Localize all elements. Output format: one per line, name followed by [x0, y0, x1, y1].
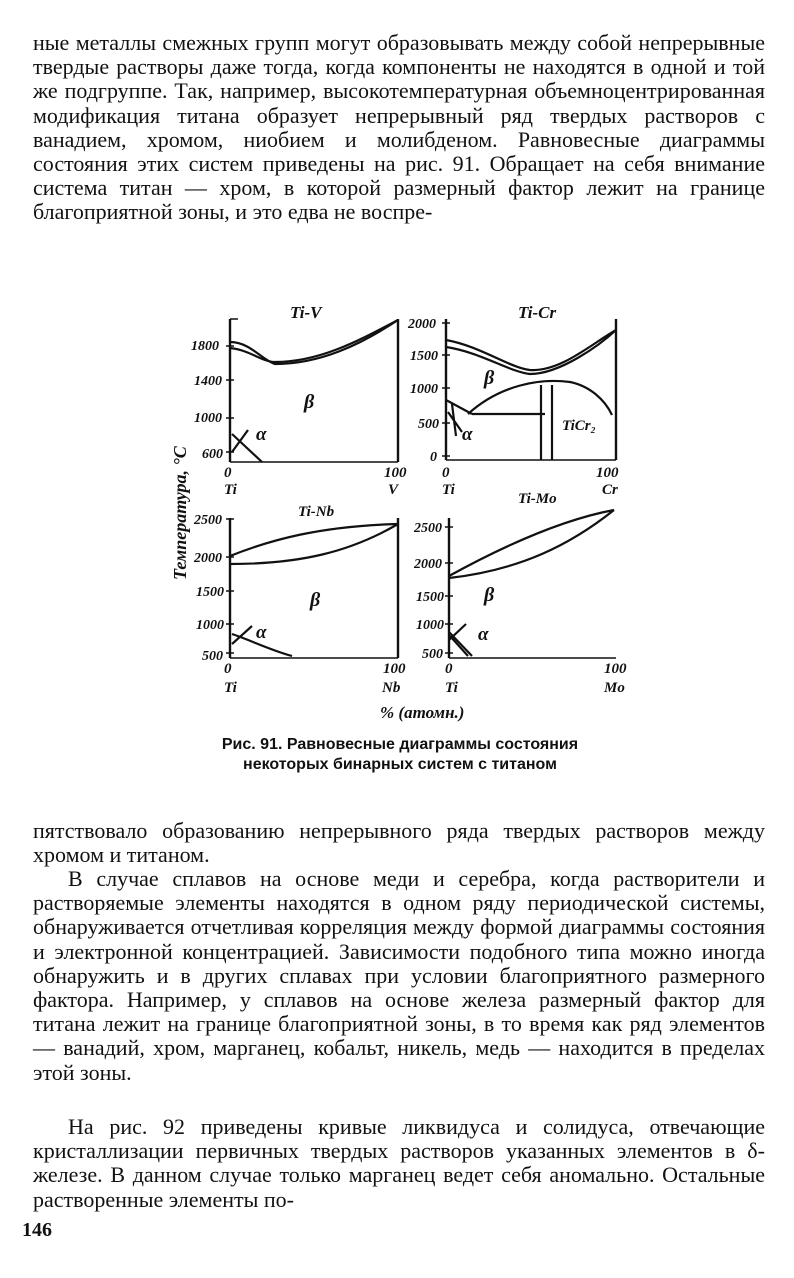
title-ti-v: Ti-V — [290, 303, 322, 322]
paragraph-3: В случае сплавов на основе меди и серебра, когда растворители и растворяемые элементы находятся в одном ряду периодической системы, обнаруживается отчетливая корреляция между формой диаграммы состояния и электронной концентрацией. Зависимости подобного типа можно иногда обнаружить и в других сплавах при условии благоприятного размерного фактора. Например, у сплавов на основе железа размерный фактор для титана лежит на границе благоприятной зоны, в то время как ряд элементов — ванадий, хром, марганец, кобальт, никель, медь — находится в пределах этой зоны. — [33, 866, 765, 1085]
paragraph-4: На рис. 92 приведены кривые ликвидуса и солидуса, отвечающие кристаллизации первичных твердых растворов указанных элементов в δ-железе. В данном случае только марганец ведет себя аномально. Остальные растворенные элементы по- — [33, 1114, 765, 1212]
beta-ti-v: β — [304, 391, 315, 413]
tick-ti-mo-1500: 1500 — [416, 590, 444, 605]
tick-ti-nb-1500: 1500 — [196, 585, 224, 600]
xtick-ti-v-0: 0 — [224, 465, 232, 481]
elem-ti-nb-left: Ti — [224, 680, 237, 696]
ti-v-liquidus — [230, 320, 398, 362]
tick-ti-mo-2000: 2000 — [414, 557, 442, 572]
tick-ti-mo-2500: 2500 — [414, 521, 442, 536]
x-axis-label: % (атомн.) — [380, 703, 465, 722]
ti-cr-solidus — [446, 330, 616, 374]
xtick-ti-cr-0: 0 — [442, 465, 450, 481]
tick-ti-mo-500: 500 — [422, 647, 443, 662]
elem-ti-cr-left: Ti — [442, 482, 455, 498]
tick-ti-cr-0: 0 — [430, 450, 437, 465]
tick-ti-v-1800: 1800 — [191, 339, 219, 354]
title-ti-nb: Ti-Nb — [298, 504, 335, 520]
tick-ti-cr-500: 500 — [418, 417, 439, 432]
ti-cr-compound-lines — [541, 385, 552, 460]
xtick-ti-nb-0: 0 — [224, 661, 232, 677]
xtick-ti-mo-0: 0 — [445, 661, 453, 677]
xtick-ti-mo-100: 100 — [604, 661, 627, 677]
elem-ti-mo-left: Ti — [445, 680, 458, 696]
elem-ti-nb-right: Nb — [382, 680, 401, 696]
alpha-ti-mo: α — [478, 624, 489, 645]
title-ti-cr: Ti-Cr — [518, 303, 557, 322]
tick-ti-nb-1000: 1000 — [196, 618, 224, 633]
panel-ti-mo — [445, 510, 616, 658]
y-axis-label: Температура, °С — [170, 446, 190, 580]
tick-ti-mo-1000: 1000 — [416, 618, 444, 633]
ti-mo-alpha-lines — [449, 624, 472, 656]
ti-nb-liquidus — [230, 524, 398, 556]
tick-ti-nb-2500: 2500 — [194, 513, 222, 528]
tick-ti-cr-2000: 2000 — [408, 317, 436, 332]
alpha-ti-cr: α — [462, 424, 473, 445]
ti-mo-solidus — [449, 510, 614, 578]
beta-ti-mo: β — [484, 584, 495, 606]
caption-line-1: Рис. 91. Равновесные диаграммы состояния — [221, 736, 579, 753]
elem-ti-v-right: V — [388, 482, 399, 498]
tick-ti-v-600: 600 — [202, 447, 223, 462]
paragraph-1: ные металлы смежных групп могут образовывать между собой непрерывные твердые растворы даже тогда, когда компоненты не находятся в одной и той же подгруппе. Так, например, высокотемпературная объемноцентрированная модификация титана образует непрерывный ряд твердых растворов с ванадием, хромом, ниобием и молибденом. Равновесные диаграммы состояния этих систем приведены на рис. 91. Обращает на себя внимание система титан — хром, в которой размерный фактор лежит на границе благоприятной зоны, и это едва не воспре- — [33, 30, 765, 225]
title-ti-mo: Ti-Mo — [518, 491, 557, 507]
page-number: 146 — [22, 1219, 52, 1241]
xtick-ti-v-100: 100 — [384, 465, 407, 481]
elem-ti-v-left: Ti — [224, 482, 237, 498]
tick-ti-v-1000: 1000 — [194, 411, 222, 426]
tick-ti-cr-1000: 1000 — [410, 382, 438, 397]
tick-ti-nb-500: 500 — [202, 649, 223, 664]
panel-ti-nb — [226, 518, 398, 658]
paragraph-2: пятствовало образованию непрерывного ряда твердых растворов между хромом и титаном. — [33, 818, 765, 868]
xtick-ti-nb-100: 100 — [383, 661, 406, 677]
elem-ti-mo-right: Mo — [604, 680, 625, 696]
ti-mo-liquidus — [449, 510, 614, 576]
caption-line-2: некоторых бинарных систем с титаном — [243, 756, 557, 773]
xtick-ti-cr-100: 100 — [596, 465, 619, 481]
alpha-ti-v: α — [256, 424, 267, 445]
ti-nb-solidus — [230, 524, 398, 564]
figure-caption — [150, 735, 650, 775]
tick-ti-cr-1500: 1500 — [410, 349, 438, 364]
elem-ti-cr-right: Cr — [602, 482, 618, 498]
compound-ti-cr2: TiCr₂ — [562, 418, 596, 434]
tick-ti-nb-2000: 2000 — [194, 551, 222, 566]
alpha-ti-nb: α — [256, 622, 267, 643]
tick-ti-v-1400: 1400 — [194, 374, 222, 389]
beta-ti-cr: β — [484, 367, 495, 389]
beta-ti-nb: β — [310, 589, 321, 611]
